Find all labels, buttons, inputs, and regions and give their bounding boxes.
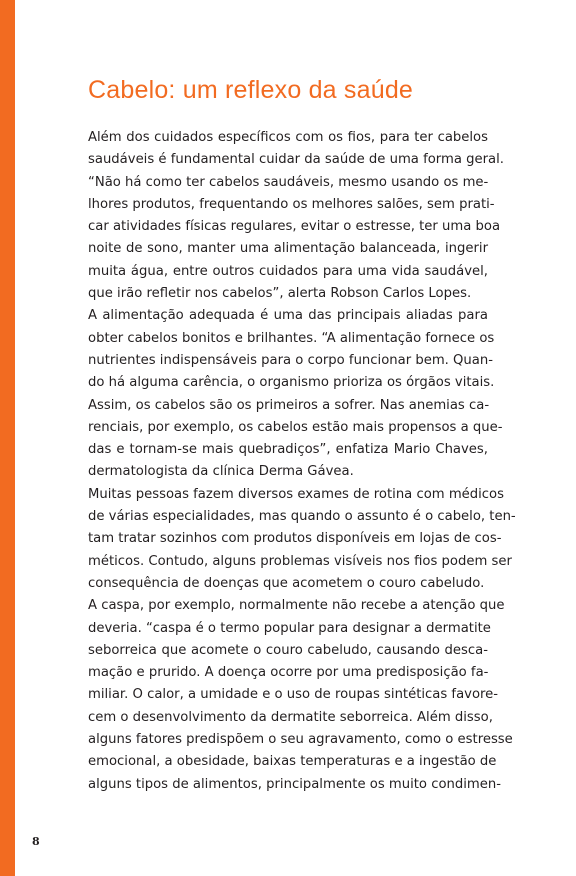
text-line: Assim, os cabelos são os primeiros a sofrer. Nas anemias ca- bbox=[88, 397, 490, 413]
text-line: muita água, entre outros cuidados para uma vida saudável, bbox=[88, 263, 488, 279]
text-line: dermatologista da clínica Derma Gávea. bbox=[88, 464, 354, 480]
text-line: méticos. Contudo, alguns problemas visíveis nos fios podem ser bbox=[88, 553, 512, 569]
text-line: noite de sono, manter uma alimentação balanceada, ingerir bbox=[88, 241, 488, 257]
text-line: lhores produtos, frequentando os melhores salões, sem prati- bbox=[88, 196, 495, 212]
text-line: alguns tipos de alimentos, principalmente os muito condimen- bbox=[88, 776, 501, 792]
text-line: seborreica que acomete o couro cabeludo, causando desca- bbox=[88, 642, 488, 658]
text-line: renciais, por exemplo, os cabelos estão mais propensos a que- bbox=[88, 419, 503, 435]
text-line: obter cabelos bonitos e brilhantes. “A alimentação fornece os bbox=[88, 330, 495, 346]
text-line: cem o desenvolvimento da dermatite seborreica. Além disso, bbox=[88, 709, 493, 725]
text-line: nutrientes indispensáveis para o corpo funcionar bem. Quan- bbox=[88, 352, 493, 368]
text-line: das e tornam-se mais quebradiços”, enfatiza Mario Chaves, bbox=[88, 442, 488, 458]
page-title: Cabelo: um reflexo da saúde bbox=[88, 76, 414, 104]
text-line: Muitas pessoas fazem diversos exames de rotina com médicos bbox=[88, 486, 504, 502]
text-line: consequência de doenças que acometem o couro cabeludo. bbox=[88, 575, 485, 591]
text-line: tam tratar sozinhos com produtos disponíveis em lojas de cos- bbox=[88, 531, 502, 547]
orange-side-bar bbox=[0, 0, 15, 876]
text-line: miliar. O calor, a umidade e o uso de roupas sintéticas favore- bbox=[88, 687, 499, 703]
text-line: de várias especialidades, mas quando o assunto é o cabelo, ten- bbox=[88, 509, 516, 525]
text-line: A caspa, por exemplo, normalmente não recebe a atenção que bbox=[88, 598, 505, 614]
text-line: car atividades físicas regulares, evitar o estresse, ter uma boa bbox=[88, 219, 501, 235]
page-number: 8 bbox=[32, 835, 40, 848]
text-line: deveria. “caspa é o termo popular para designar a dermatite bbox=[88, 620, 491, 636]
text-line: saudáveis é fundamental cuidar da saúde de uma forma geral. bbox=[88, 152, 504, 168]
body-text bbox=[88, 127, 516, 796]
text-line: A alimentação adequada é uma das principais aliadas para bbox=[88, 308, 488, 324]
text-line: que irão refletir nos cabelos”, alerta Robson Carlos Lopes. bbox=[88, 286, 472, 302]
text-line: “Não há como ter cabelos saudáveis, mesmo usando os me- bbox=[88, 174, 489, 190]
text-line: emocional, a obesidade, baixas temperaturas e a ingestão de bbox=[88, 754, 497, 770]
text-line: do há alguma carência, o organismo prioriza os órgãos vitais. bbox=[88, 375, 495, 391]
text-line: Além dos cuidados específicos com os fios, para ter cabelos bbox=[88, 130, 488, 145]
text-line: mação e prurido. A doença ocorre por uma predisposição fa- bbox=[88, 665, 489, 681]
text-line: alguns fatores predispõem o seu agravamento, como o estresse bbox=[88, 732, 513, 748]
